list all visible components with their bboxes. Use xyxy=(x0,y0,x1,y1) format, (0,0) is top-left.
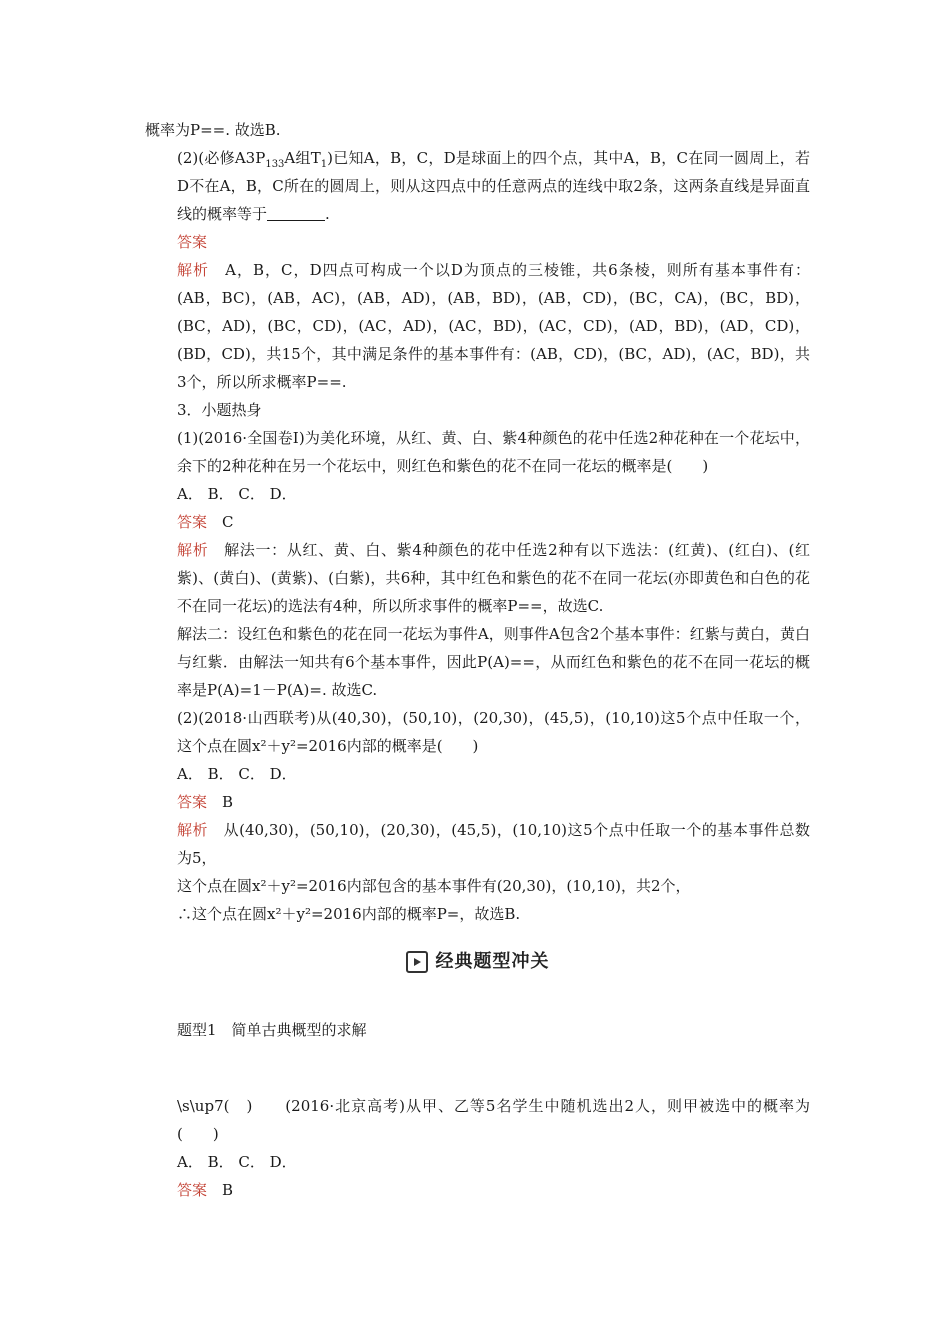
explanation-3-1a: 解析 解法一：从红、黄、白、紫4种颜色的花中任选2种有以下选法：(红黄)、(红白)、(红紫)、(黄白)、(黄紫)、(白紫)，共6种，其中红色和紫色的花不在同一花坛(亦即黄色和白色的花不在同一花坛)的选法有4种，所以所求事件的概率P==，故选C. xyxy=(177,541,810,615)
question-2: (2)(必修$A3P_{133}A$组$T_1$)已知A，B，C，D是球面上的四个点，其中A，B，C在同一圆周上，若D不在A，B，C所在的圆周上，则从这四点中的任意两点的连线中取2条，这两条直线是异面直线的概率等于 . xyxy=(177,149,810,223)
answer-label: 答案 xyxy=(177,233,208,251)
answer-line-3-2: 答案 B xyxy=(177,793,234,811)
options-3-1: A． B． C． D． xyxy=(177,485,297,503)
explanation-label: 解析 xyxy=(177,261,210,279)
question-3-1: (1)(2016·全国卷Ⅰ)为美化环境，从红、黄、白、紫4种颜色的花中任选2种花种在一个花坛中，余下的2种花种在另一个花坛中，则红色和紫色的花不在同一花坛的概率是( ) xyxy=(177,429,810,475)
explanation-3-1b: 解法二：设红色和紫色的花在同一花坛为事件A，则事件A包含2个基本事件：红紫与黄白，黄白与红紫．由解法一知共有6个基本事件，因此P(A)==，从而红色和紫色的花不在同一花坛的概率是P(A)=1－P(A)=. 故选C. xyxy=(177,625,810,699)
explanation-3-2c: ∴这个点在圆x²＋y²=2016内部的概率P=，故选B. xyxy=(177,905,521,923)
explanation-2: 解析 A，B，C，D四点可构成一个以D为顶点的三棱锥，共6条棱，则所有基本事件有：(AB，BC)，(AB，AC)，(AB，AD)，(AB，BD)，(AB，CD)，(BC，CA)，(BC，BD)，(BC，AD)，(BC，CD)，(AC，AD)，(AC，BD)，(AC，CD)，(AD，BD)，(AD，CD)，(BD，CD)，共15个，其中满足条件的基本事件有：(AB，CD)，(BC，AD)，(AC，BD)，共3个，所以所求概率P==. xyxy=(177,261,810,391)
question-3-2: (2)(2018·山西联考)从(40,30)，(50,10)，(20,30)，(45,5)，(10,10)这5个点中任取一个，这个点在圆x²＋y²=2016内部的概率是( ) xyxy=(177,709,810,755)
answer-label: 答案 xyxy=(177,513,208,531)
play-icon xyxy=(406,951,428,973)
line-probability-result: 概率为P==. 故选B. xyxy=(145,121,281,139)
options-3-2: A． B． C． D． xyxy=(177,765,297,783)
section-3-heading: 3．小题热身 xyxy=(177,401,262,419)
explanation-label: 解析 xyxy=(177,541,209,559)
example-1: \s\up7( ) (2016·北京高考)从甲、乙等5名学生中随机选出2人，则甲被选中的概率为( ) xyxy=(177,1097,810,1143)
options-example-1: A． B． C． D． xyxy=(177,1153,297,1171)
section-banner xyxy=(145,942,810,982)
answer-line-example-1: 答案 B xyxy=(177,1181,234,1199)
answer-blank xyxy=(267,204,325,221)
document-page xyxy=(145,116,810,1204)
explanation-label: 解析 xyxy=(177,821,209,839)
banner-title: 经典题型冲关 xyxy=(435,951,550,972)
explanation-3-2b: 这个点在圆x²＋y²=2016内部包含的基本事件有(20,30)，(10,10)，共2个， xyxy=(177,877,691,895)
answer-line-3-1: 答案 C xyxy=(177,513,234,531)
answer-label: 答案 xyxy=(177,1181,208,1199)
explanation-3-2a: 解析 从(40,30)，(50,10)，(20,30)，(45,5)，(10,10)这5个点中任取一个的基本事件总数为5， xyxy=(177,821,810,867)
type-1-heading: 题型1 简单古典概型的求解 xyxy=(177,1021,367,1039)
answer-line-2 xyxy=(145,228,810,256)
answer-label: 答案 xyxy=(177,793,208,811)
